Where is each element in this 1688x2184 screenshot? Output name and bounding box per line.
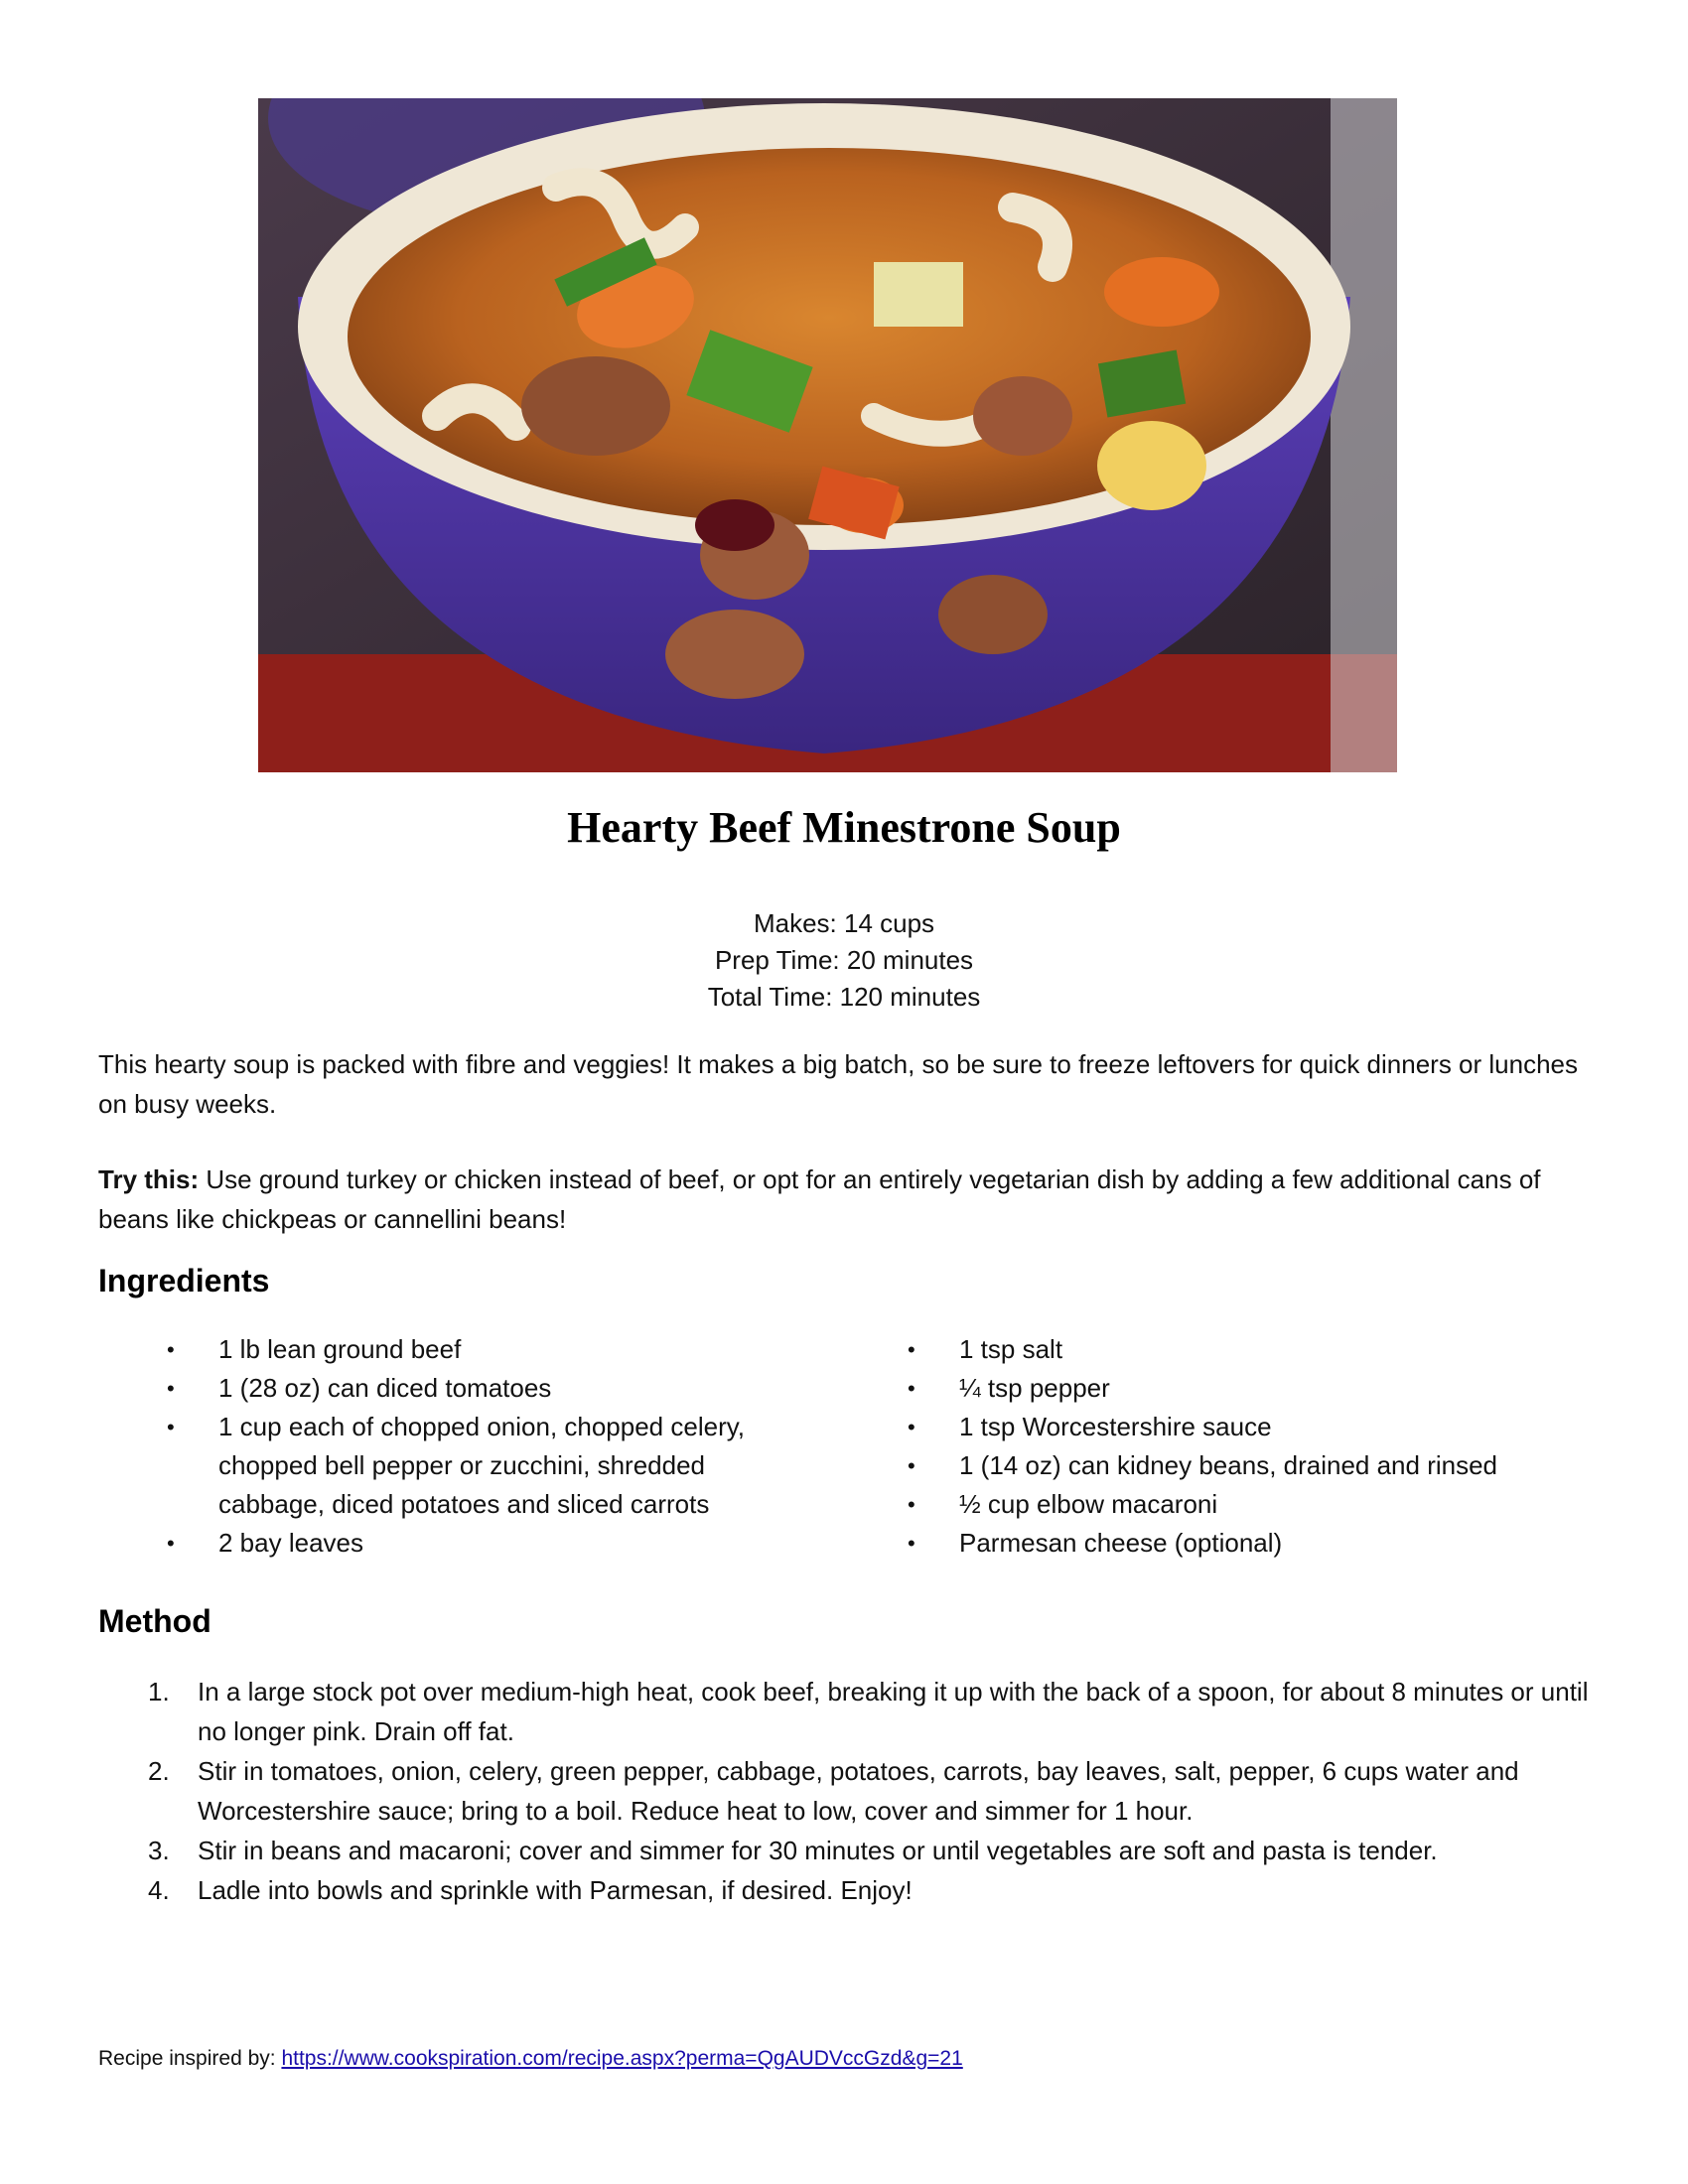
step-text: Stir in tomatoes, onion, celery, green pepper, cabbage, potatoes, carrots, bay leaves, salt, pepper, 6 cups water and Worcestershire sauce; bring to a boil. Reduce heat to low, cover and simmer for 1 hour.: [198, 1756, 1519, 1826]
recipe-title: Hearty Beef Minestrone Soup: [567, 803, 1121, 852]
intro-paragraph: This hearty soup is packed with fibre and veggies! It makes a big batch, so be sure to freeze leftovers for quick dinners or lunches on busy weeks.: [98, 1049, 1578, 1119]
list-item: • 1 cup each of chopped onion, chopped celery, chopped bell pepper or zucchini, shredded cabbage, diced potatoes and sliced carrots: [159, 1408, 814, 1524]
list-item: • 1 tsp salt: [900, 1330, 1615, 1369]
method-steps: [98, 1672, 1608, 1910]
method-step: [98, 1831, 1608, 1870]
total-time-text: Total Time: 120 minutes: [707, 982, 981, 1012]
step-text: Stir in beans and macaroni; cover and simmer for 30 minutes or until vegetables are soft and pasta is tender.: [198, 1836, 1438, 1865]
source-footer: [98, 2047, 963, 2071]
step-number: 1.: [148, 1677, 170, 1706]
bullet-icon: •: [167, 1531, 175, 1556]
step-number: 2.: [148, 1756, 170, 1786]
method-heading: Method: [98, 1603, 211, 1639]
source-link[interactable]: https://www.cookspiration.com/recipe.aspx?perma=QgAUDVccGzd&g=21: [281, 2047, 963, 2070]
soup-photo: [258, 98, 1397, 772]
method-step: [98, 1751, 1608, 1831]
ingredients-list-right: [900, 1330, 1615, 1563]
bullet-icon: •: [167, 1376, 175, 1401]
try-this-text: Use ground turkey or chicken instead of beef, or opt for an entirely vegetarian dish by adding a few additional cans of beans like chickpeas or cannellini beans!: [98, 1164, 1541, 1234]
bullet-icon: •: [908, 1376, 915, 1401]
step-text: Ladle into bowls and sprinkle with Parmesan, if desired. Enjoy!: [198, 1875, 913, 1905]
list-item: • ½ cup elbow macaroni: [900, 1485, 1615, 1524]
step-number: 4.: [148, 1875, 170, 1905]
bullet-icon: •: [908, 1531, 915, 1556]
bullet-icon: •: [908, 1337, 915, 1362]
list-item: • 2 bay leaves: [159, 1524, 814, 1563]
prep-time-text: Prep Time: 20 minutes: [714, 945, 974, 975]
bullet-icon: •: [167, 1415, 175, 1439]
ingredients-heading: Ingredients: [98, 1263, 270, 1298]
list-item: • 1 lb lean ground beef: [159, 1330, 814, 1369]
ingredients-list-left: [159, 1330, 814, 1563]
step-text: In a large stock pot over medium-high heat, cook beef, breaking it up with the back of a spoon, for about 8 minutes or until no longer pink. Drain off fat.: [198, 1677, 1589, 1746]
source-label: Recipe inspired by:: [98, 2047, 282, 2070]
try-this-paragraph: [98, 1160, 1598, 1239]
bullet-icon: •: [908, 1492, 915, 1517]
recipe-meta: [0, 905, 1688, 1016]
list-item: • 1 tsp Worcestershire sauce: [900, 1408, 1615, 1446]
list-item: • 1 (14 oz) can kidney beans, drained and rinsed: [900, 1446, 1615, 1485]
method-step: [98, 1672, 1608, 1751]
step-number: 3.: [148, 1836, 170, 1865]
try-this-label: Try this:: [98, 1164, 200, 1194]
list-item: • 1 (28 oz) can diced tomatoes: [159, 1369, 814, 1408]
bullet-icon: •: [167, 1337, 175, 1362]
list-item: • Parmesan cheese (optional): [900, 1524, 1615, 1563]
bullet-icon: •: [908, 1453, 915, 1478]
makes-text: Makes: 14 cups: [753, 908, 935, 938]
list-item: • ¼ tsp pepper: [900, 1369, 1615, 1408]
bullet-icon: •: [908, 1415, 915, 1439]
method-step: [98, 1870, 1608, 1910]
